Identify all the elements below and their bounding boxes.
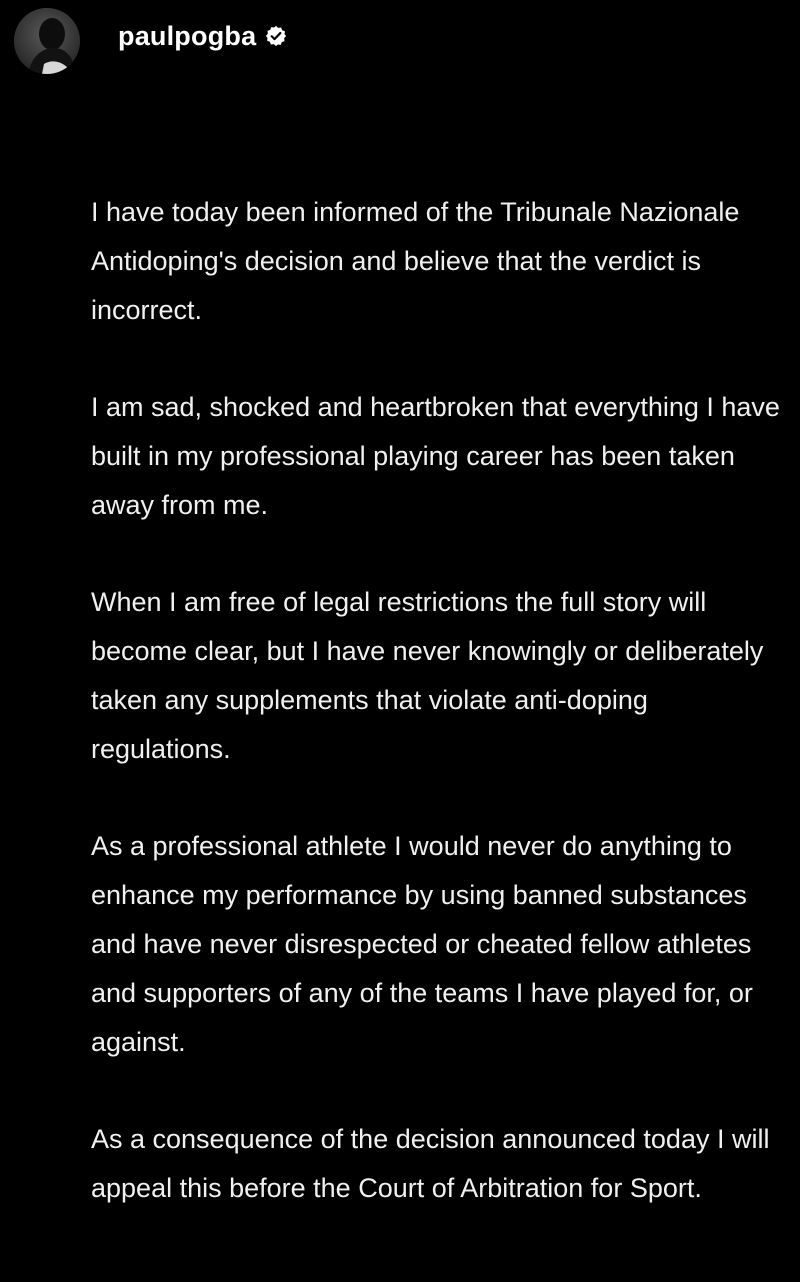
caption-paragraph-2: I am sad, shocked and heartbroken that everything I have built in my professional playing career has been taken away from me. — [91, 392, 780, 520]
avatar-photo-icon — [14, 8, 80, 74]
caption-paragraph-3: When I am free of legal restrictions the full story will become clear, but I have never knowingly or deliberately taken any supplements that violate anti-doping regulations. — [91, 587, 764, 764]
username-link[interactable]: paulpogba — [118, 20, 257, 51]
avatar[interactable] — [14, 8, 80, 74]
post-caption — [91, 188, 781, 1213]
caption-paragraph-1: I have today been informed of the Tribunale Nazionale Antidoping's decision and believe that the verdict is incorrect. — [91, 197, 740, 325]
post-header — [14, 7, 287, 75]
username-row — [118, 21, 287, 52]
caption-paragraph-4: As a professional athlete I would never do anything to enhance my performance by using banned substances and have never disrespected or cheated fellow athletes and supporters of any of the teams I have played for, or against. — [91, 831, 753, 1057]
verified-badge-icon — [265, 25, 287, 47]
caption-paragraph-5: As a consequence of the decision announced today I will appeal this before the Court of Arbitration for Sport. — [91, 1124, 770, 1203]
